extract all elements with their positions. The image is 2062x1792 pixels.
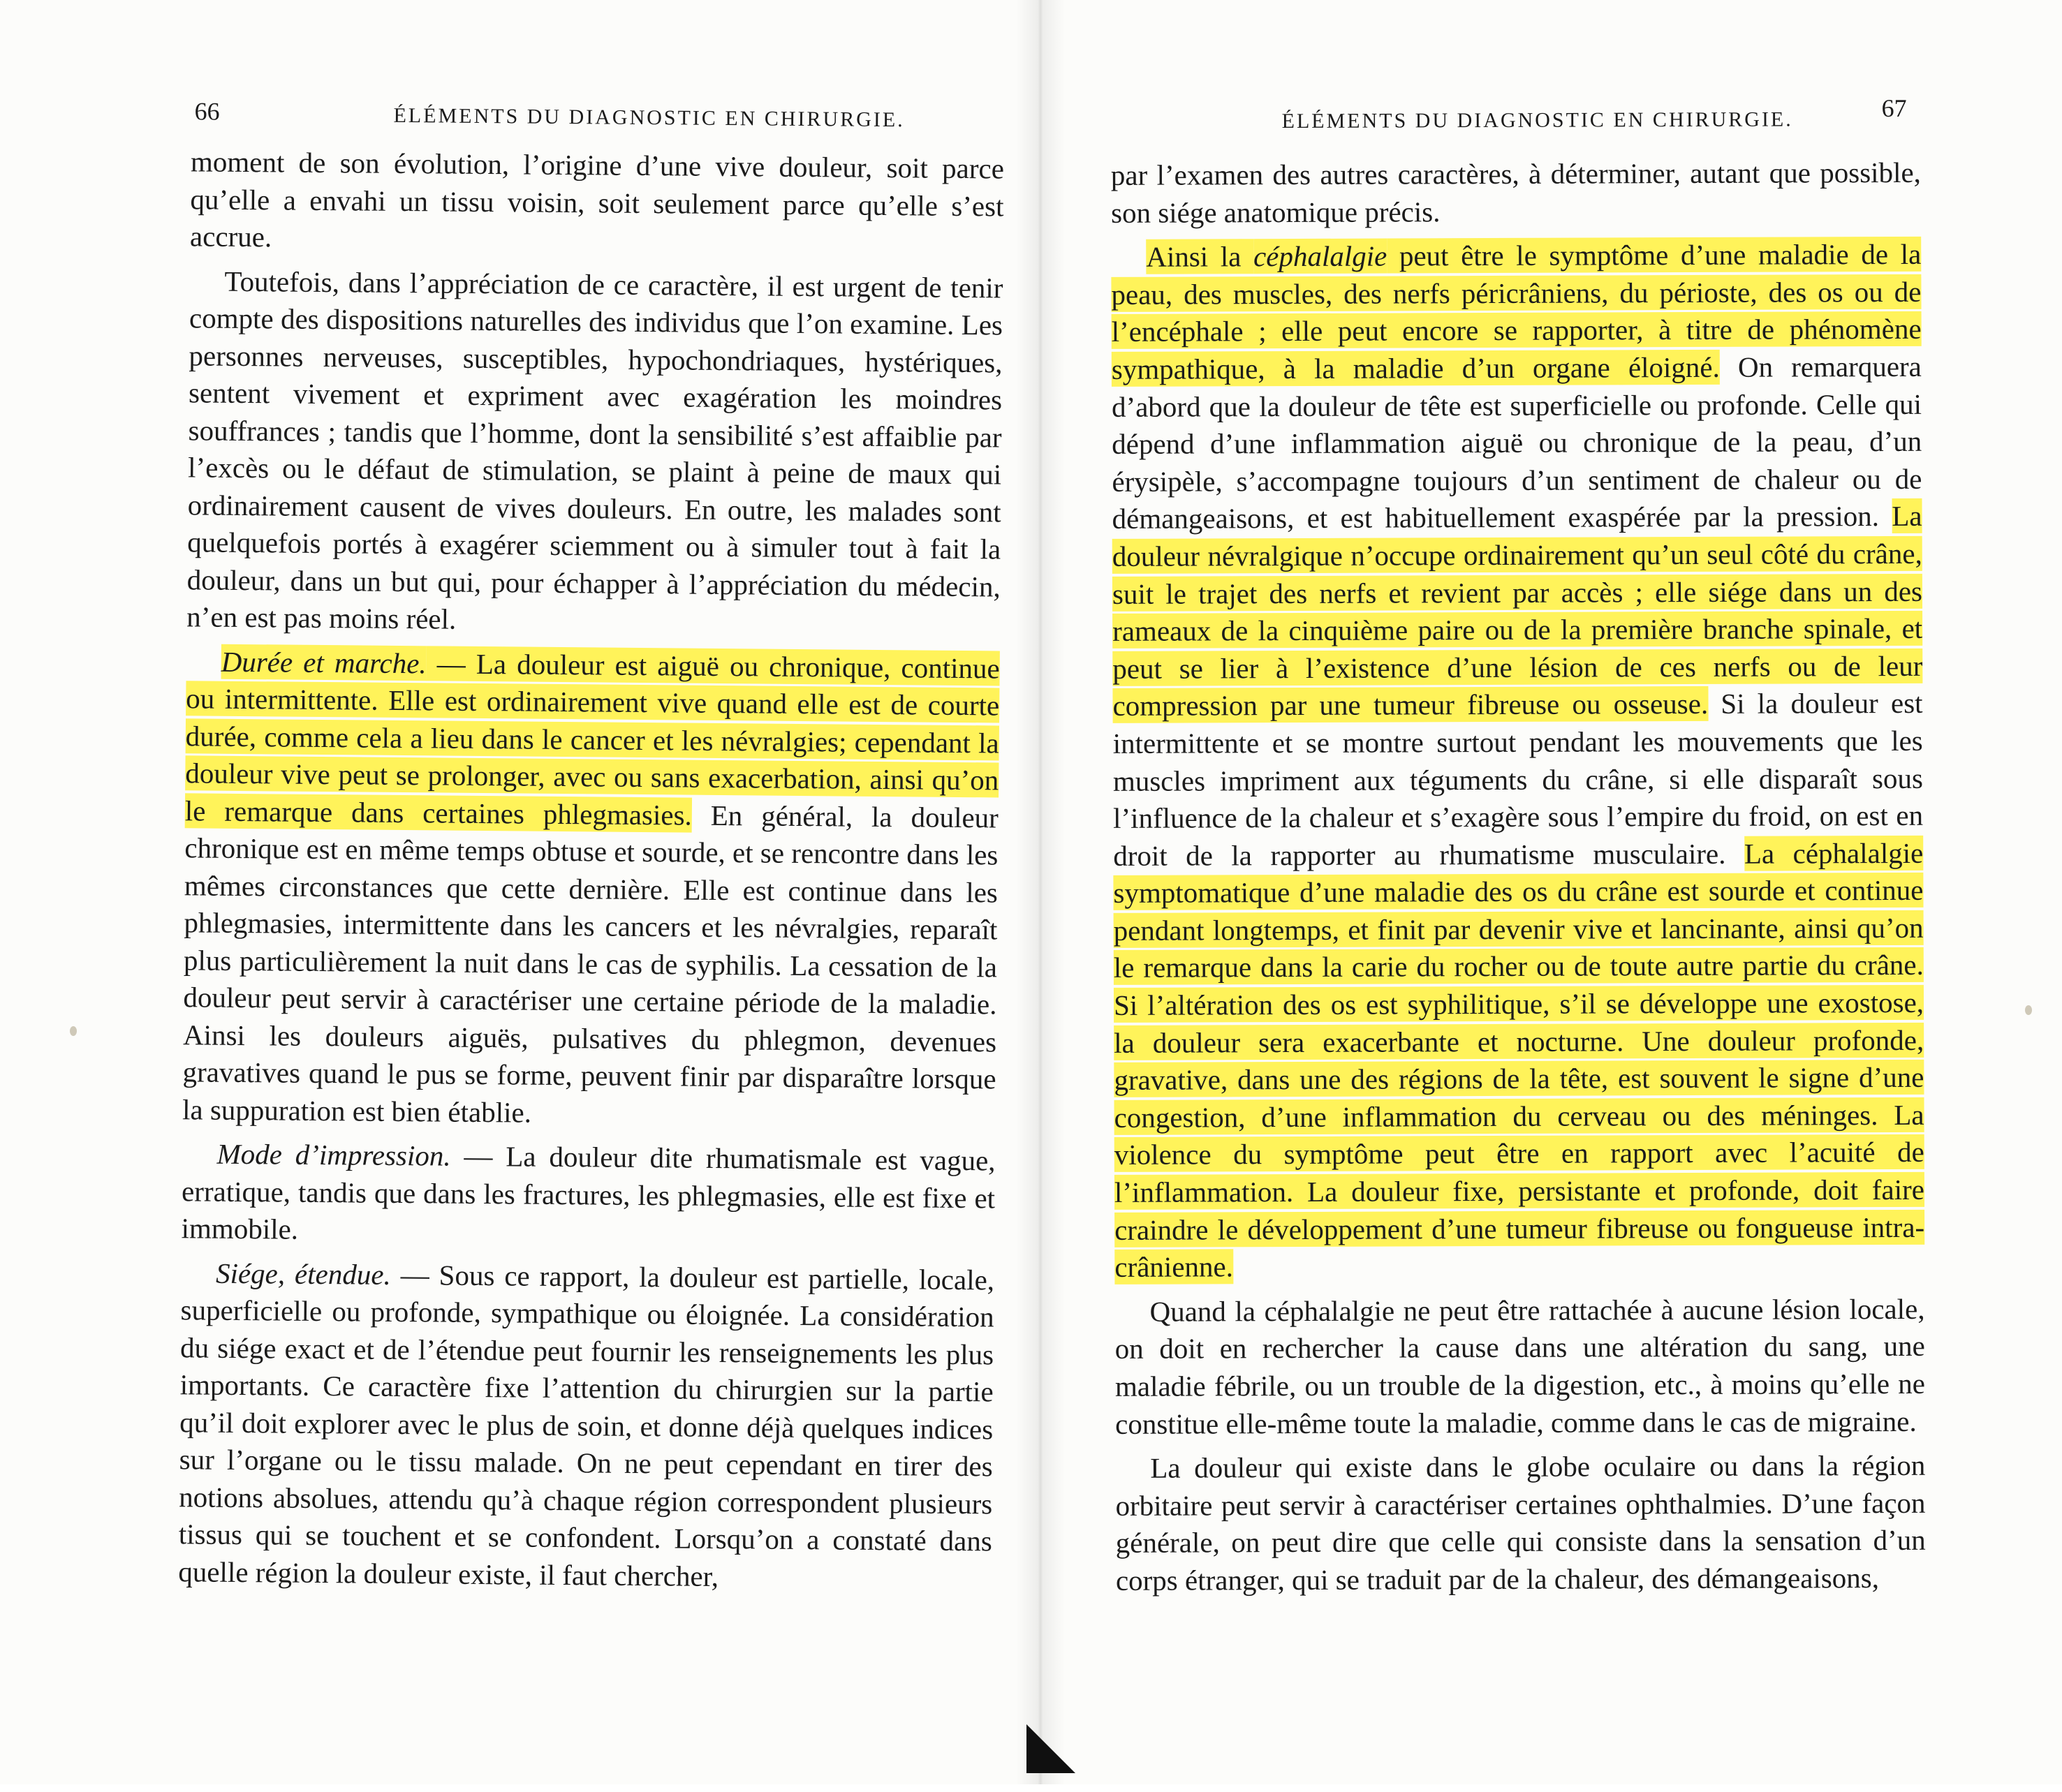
paragraph: [1111, 154, 1921, 232]
text-run: Mode d’impression.: [216, 1137, 451, 1172]
left-running-title: ÉLÉMENTS DU DIAGNOSTIC EN CHIRURGIE.: [393, 103, 905, 132]
text-run: — La douleur dite rhumatismale est vague, erratique, tandis que dans les fractures, les phlegmasies, elle est fixe et immobile.: [181, 1139, 996, 1245]
paragraph: [1111, 236, 1924, 1287]
text-run: La douleur qui existe dans le globe oculaire ou dans la région orbitaire peut servir à caractériser certaines ophthalmies. D’une façon générale, on peut dire que celle qui consiste dans la sensation d’un corps étranger, qui se traduit par de la chaleur, des démangeaisons,: [1115, 1449, 1926, 1597]
text-run: Quand la céphalalgie ne peut être rattachée à aucune lésion locale, on doit en rechercher la cause dans une altération du sang, une maladie fébrile, ou un trouble de la digestion, etc., à moins qu’elle ne constitue elle-même toute la maladie, comme dans le cas de migraine.: [1114, 1292, 1926, 1440]
text-run: par l’examen des autres caractères, à déterminer, autant que possible, son siége anatomique précis.: [1110, 156, 1921, 229]
right-page-number: 67: [1881, 94, 1907, 123]
text-run: Si la douleur est intermittente et se montre surtout pendant les mouvements que les muscles impriment aux téguments du crâne, si elle disparaît sous l’influence de la chaleur et s’exagère sous l’empire du froid, on est en droit de la rapporter au rhumatisme musculaire.: [1112, 687, 1924, 872]
highlighted-text: Ainsi la: [1146, 240, 1254, 273]
paragraph: [182, 643, 1000, 1136]
paragraph: [178, 1254, 994, 1598]
right-running-head: [1093, 95, 1920, 140]
paragraph: [1115, 1447, 1926, 1599]
paragraph: [186, 262, 1003, 643]
text-run: En général, la douleur chronique est en même temps obtuse et sourde, et se rencontre dans les mêmes circonstances que cette dernière. Elle est continue dans les phlegmasies, intermittente dans les cancers et les névralgies, reparaît plus particulièrement la nuit dans le cas de syphilis. La cessation de la douleur peut servir à caractériser une certaine période de la maladie. Ainsi les douleurs aiguës, pulsatives du phlegmon, devenues gravatives quand le pus se forme, peuvent finir par disparaître lorsque la suppuration est bien établie.: [182, 799, 999, 1129]
left-page-number: 66: [194, 97, 220, 126]
text-run: moment de son évolution, l’origine d’une vive douleur, soit parce qu’elle a envahi un tissu voisin, soit seulement parce qu’elle s’est accrue.: [189, 145, 1005, 253]
text-run: Siége, étendue.: [215, 1257, 392, 1291]
text-run: Toutefois, dans l’appréciation de ce caractère, il est urgent de tenir compte des dispositions naturelles des individus que l’on examine. Les personnes nerveuses, susceptibles, hypochondriaques, hystériques, sentent vivement et expriment avec exagération les moindres souffrances ; tandis que l’homme, dont la sensibilité s’est affaiblie par l’excès ou le défaut de stimulation, se plaint à peine de maux qui ordinairement causent de vives douleurs. En outre, les malades sont quelquefois portés à exagérer sciemment ou à simuler tout à fait la douleur, dans un but qui, pour échapper à l’appréciation du médecin, n’en est pas moins réel.: [186, 265, 1003, 635]
left-page: [149, 0, 1012, 1792]
paragraph: [181, 1135, 995, 1254]
right-running-title: ÉLÉMENTS DU DIAGNOSTIC EN CHIRURGIE.: [1281, 108, 1793, 133]
highlighted-text: La douleur névralgique n’occupe ordinairement qu’un seul côté du crâne, suit le trajet des nerfs et revient par accès ; elle siége dans un des rameaux de la cinquième paire ou de la première branche spinale, et peut se lier à l’existence d’une lésion de ces nerfs ou de leur compression par une tumeur fibreuse ou osseuse.: [1112, 500, 1923, 723]
page-corner-shadow: [1026, 1724, 1075, 1773]
left-page-text: [178, 143, 1004, 1604]
highlighted-text: La céphalalgie symptomatique d’une maladie des os du crâne est sourde et continue pendant longtemps, et finit par devenir vive et lancinante, ainsi qu’on le remarque dans la carie du rocher ou de toute autre partie du crâne. Si l’altération des os est syphilitique, s’il se développe une exostose, la douleur sera exacerbante et nocturne. Une douleur profonde, gravative, dans une des régions de la tête, est souvent le signe d’une congestion, d’une inflammation du cerveau ou des méninges. La violence du symptôme peut être en rapport avec l’acuité de l’inflammation. La douleur fixe, persistante et profonde, doit faire craindre le développement d’une tumeur fibreuse ou fongueuse intra-crânienne.: [1113, 836, 1925, 1284]
right-page: [1093, 0, 1927, 1784]
highlighted-text: céphalalgie: [1253, 239, 1387, 273]
highlighted-text: Durée et marche.: [221, 645, 427, 679]
book-gutter: [1016, 0, 1065, 1784]
highlighted-text: — La douleur est aiguë ou chronique, continue ou intermittente. Elle est ordinairement vive quand elle est de courte durée, comme cela a lieu dans le cancer et les névralgies; cependant la douleur vive peut se prolonger, avec ou sans exacerbation, ainsi qu’on le remarque dans certaines phlegmasies.: [184, 646, 1000, 831]
text-run: — Sous ce rapport, la douleur est partielle, locale, superficielle ou profonde, sympathique ou éloignée. La considération du siége exact et de l’étendue peut fournir les renseignements les plus importants. Ce caractère fixe l’attention du chirurgien sur la partie qu’il doit explorer avec le plus de soin, et donne déjà quelques indices sur l’organe ou le tissu malade. On ne peut cependant en tirer des notions absolues, attendu qu’à chaque région correspondent plusieurs tissus qui se touchent et se confondent. Lorsqu’on a constaté dans quelle région la douleur existe, il faut chercher,: [178, 1258, 995, 1592]
highlighted-text: peut être le symptôme d’une maladie de la peau, des muscles, des nerfs péricrâniens, du périoste, des os ou de l’encéphale ; elle peut encore se rapporter, à titre de phénomène sympathique, à la maladie d’un organe éloigné.: [1111, 238, 1922, 385]
paragraph: [190, 143, 1004, 262]
paragraph: [1114, 1291, 1925, 1443]
right-page-text: [1111, 154, 1926, 1607]
paper-speck: [70, 1026, 77, 1036]
text-run: On remarquera d’abord que la douleur de tête est superficielle ou profonde. Celle qui dépend d’une inflammation aiguë ou chronique de la peau, d’un érysipèle, s’accompagne toujours d’un sentiment de chaleur ou de démangeaisons, et est habituellement exaspérée par la pression.: [1111, 350, 1922, 535]
left-running-head: [163, 98, 1011, 147]
paper-speck: [2025, 1005, 2032, 1015]
